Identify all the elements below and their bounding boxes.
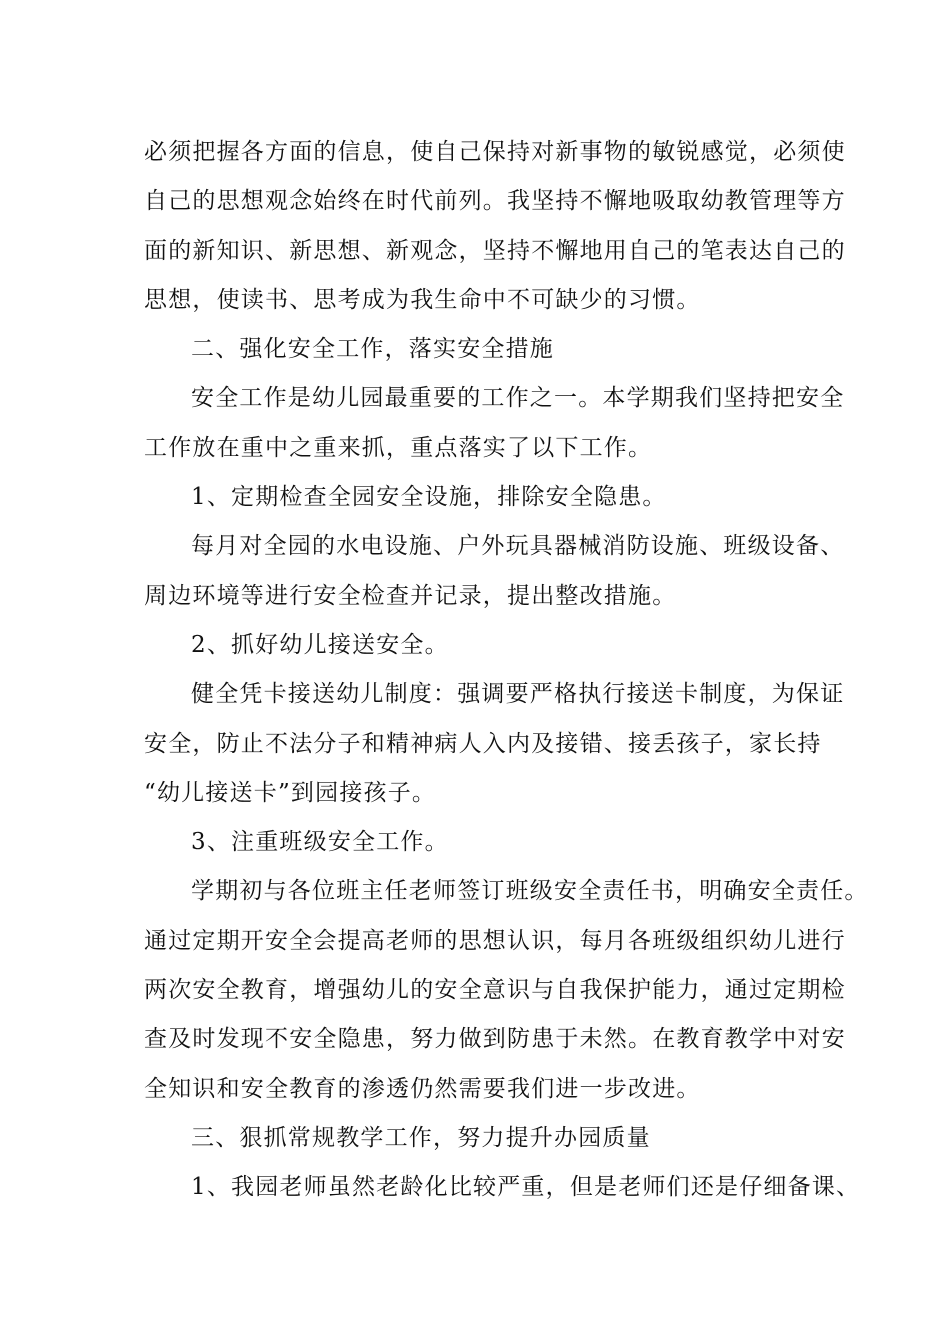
text-line: 两次安全教育，增强幼儿的安全意识与自我保护能力，通过定期检 xyxy=(144,977,846,1004)
section-heading: 三、狠抓常规教学工作，努力提升办园质量 xyxy=(191,1124,651,1151)
text-line: 健全凭卡接送幼儿制度：强调要严格执行接送卡制度，为保证 xyxy=(191,681,845,708)
subsection-heading: 3、注重班级安全工作。 xyxy=(191,829,449,856)
text-line: 周边环境等进行安全检查并记录，提出整改措施。 xyxy=(144,582,677,609)
text-line: 自己的思想观念始终在时代前列。我坚持不懈地吸取幼教管理等方 xyxy=(144,188,846,215)
text-line: 工作放在重中之重来抓，重点落实了以下工作。 xyxy=(144,434,653,461)
text-line: 全知识和安全教育的渗透仍然需要我们进一步改进。 xyxy=(144,1075,701,1102)
text-line: 安全，防止不法分子和精神病人入内及接错、接丢孩子，家长持 xyxy=(144,730,822,757)
text-line: 通过定期开安全会提高老师的思想认识，每月各班级组织幼儿进行 xyxy=(144,927,846,954)
text-line: 安全工作是幼儿园最重要的工作之一。本学期我们坚持把安全 xyxy=(191,385,845,412)
text-line: 每月对全园的水电设施、户外玩具器械消防设施、班级设备、 xyxy=(191,533,845,560)
text-line: 面的新知识、新思想、新观念，坚持不懈地用自己的笔表达自己的 xyxy=(144,237,846,264)
text-line: 学期初与各位班主任老师签订班级安全责任书，明确安全责任。 xyxy=(191,878,869,905)
document-body xyxy=(144,128,869,1213)
text-line: 1、我园老师虽然老龄化比较严重，但是老师们还是仔细备课、 xyxy=(191,1174,861,1201)
section-heading: 二、强化安全工作，落实安全措施 xyxy=(191,336,554,363)
text-line: 思想，使读书、思考成为我生命中不可缺少的习惯。 xyxy=(144,286,701,313)
subsection-heading: 1、定期检查全园安全设施，排除安全隐患。 xyxy=(191,484,667,511)
text-line: 查及时发现不安全隐患，努力做到防患于未然。在教育教学中对安 xyxy=(144,1026,846,1053)
text-line: “幼儿接送卡”到园接孩子。 xyxy=(144,779,437,806)
subsection-heading: 2、抓好幼儿接送安全。 xyxy=(191,631,449,658)
text-line: 必须把握各方面的信息，使自己保持对新事物的敏锐感觉，必须使 xyxy=(144,139,846,165)
